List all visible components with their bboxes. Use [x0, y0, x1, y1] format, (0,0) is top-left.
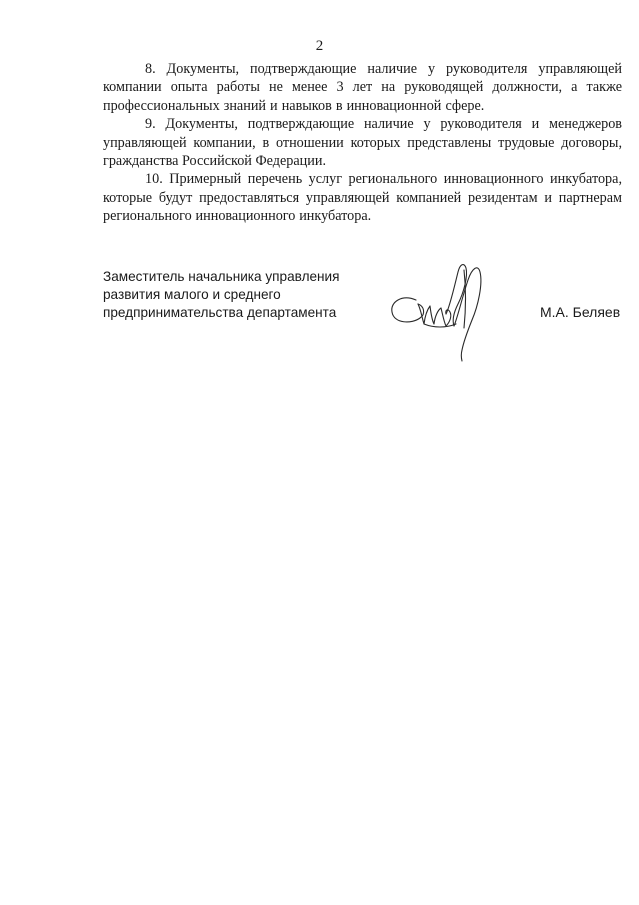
- signer-position-line: предпринимательства департамента: [103, 304, 337, 320]
- page-number: 2: [315, 38, 324, 54]
- paragraph-item-10: 10. Примерный перечень услуг регионального инновационного инкубатора, которые будут предоставляться управляющей компанией резидентам и партнерам регионального инновационного инкубатора.: [103, 171, 622, 225]
- document-body: [103, 60, 622, 226]
- handwritten-signature-icon: [388, 258, 493, 363]
- signer-position-line: Заместитель начальника управления: [103, 269, 340, 284]
- signer-position-line: развития малого и среднего: [103, 286, 281, 302]
- signer-name: М.А. Беляев: [540, 304, 621, 320]
- paragraph-item-9: 9. Документы, подтверждающие наличие у руководителя и менеджеров управляющей компании, в отношении которых представлены трудовые договоры, гражданства Российской Федерации.: [103, 116, 622, 170]
- paragraph-item-8: 8. Документы, подтверждающие наличие у руководителя управляющей компании опыта работы не менее 3 лет на руководящей должности, а также профессиональных знаний и навыков в инновационной сфере.: [103, 61, 622, 114]
- signer-position: [103, 268, 363, 321]
